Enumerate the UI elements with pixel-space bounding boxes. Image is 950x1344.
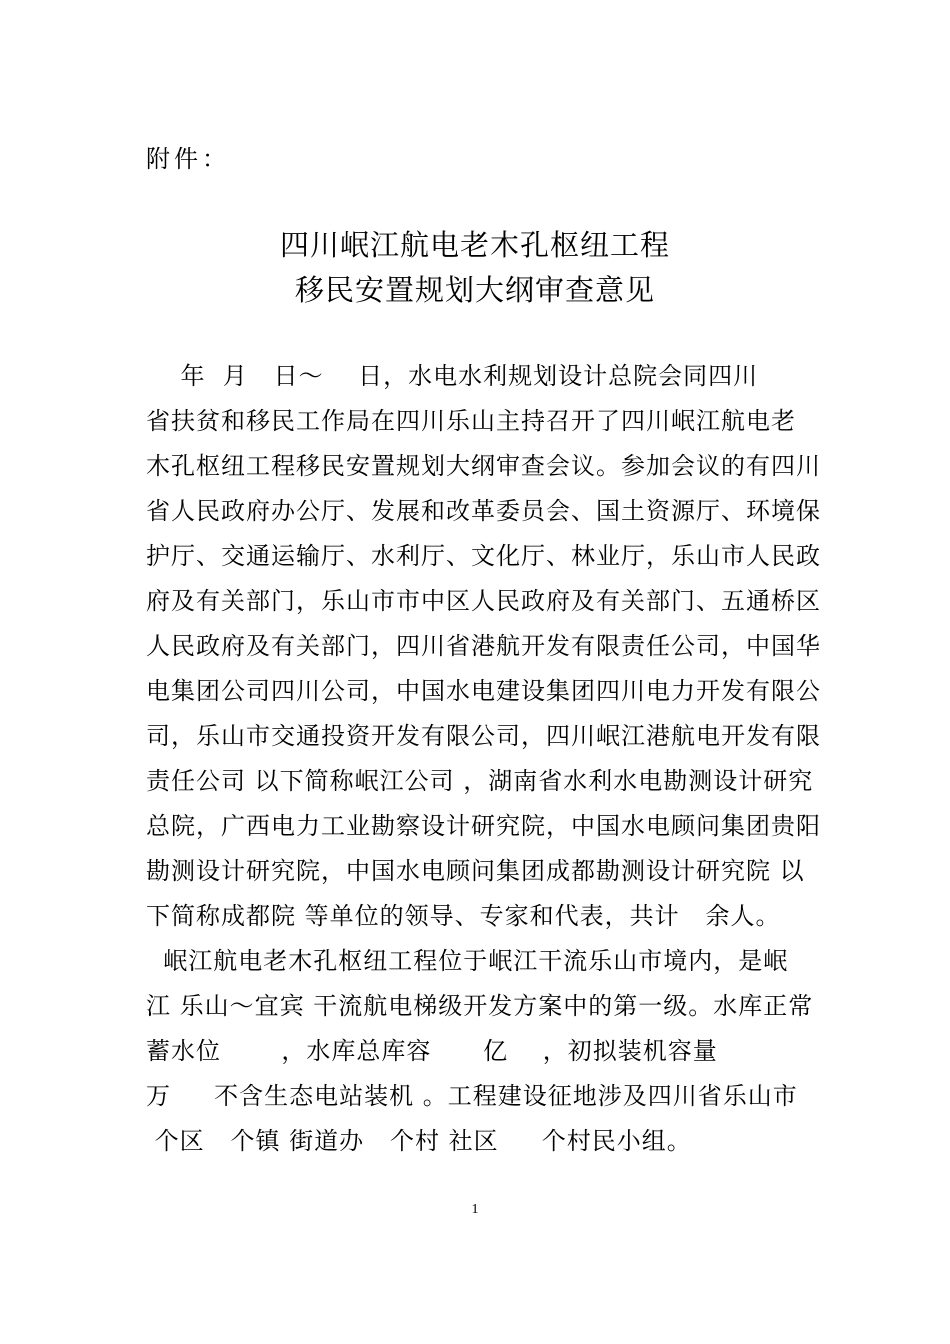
- body-line: 岷江航电老木孔枢纽工程位于岷江干流乐山市境内，是岷: [146, 947, 789, 975]
- body-line: 下简称成都院 等单位的领导、专家和代表，共计 余人。: [146, 902, 781, 930]
- body-line: 万 不含生态电站装机 。工程建设征地涉及四川省乐山市: [146, 1082, 798, 1110]
- body-line: 护厅、交通运输厅、水利厅、文化厅、林业厅，乐山市人民政: [146, 542, 821, 570]
- body-line: 司，乐山市交通投资开发有限公司，四川岷江港航电开发有限: [146, 722, 821, 750]
- body-line: 木孔枢纽工程移民安置规划大纲审查会议。参加会议的有四川: [146, 452, 821, 480]
- body-line: 人民政府及有关部门，四川省港航开发有限责任公司，中国华: [146, 632, 821, 660]
- body-line: 总院，广西电力工业勘察设计研究院，中国水电顾问集团贵阳: [146, 812, 821, 840]
- body-line: 蓄水位 ，水库总库容 亿 ，初拟装机容量: [146, 1037, 718, 1065]
- body-line: 个区 个镇 街道办 个村 社区 个村民小组。: [146, 1127, 692, 1155]
- document-title-line-2: 移民安置规划大纲审查意见: [294, 273, 655, 307]
- body-line: 勘测设计研究院，中国水电顾问集团成都勘测设计研究院 以: [146, 857, 805, 885]
- body-line: 责任公司 以下简称岷江公司 ，湖南省水利水电勘测设计研究: [146, 767, 814, 795]
- page-number: 1: [471, 1202, 479, 1217]
- document-title-line-1: 四川岷江航电老木孔枢纽工程: [279, 228, 670, 262]
- body-line: 府及有关部门，乐山市市中区人民政府及有关部门、五通桥区: [146, 587, 821, 615]
- body-line: 年 月 日～ 日，水电水利规划设计总院会同四川: [146, 362, 759, 390]
- body-line: 江 乐山～宜宾 干流航电梯级开发方案中的第一级。水库正常: [146, 992, 814, 1020]
- attachment-label: 附件：: [146, 145, 230, 173]
- body-line: 电集团公司四川公司，中国水电建设集团四川电力开发有限公: [146, 677, 821, 705]
- body-line: 省扶贫和移民工作局在四川乐山主持召开了四川岷江航电老: [146, 407, 796, 435]
- body-line: 省人民政府办公厅、发展和改革委员会、国土资源厅、环境保: [146, 497, 821, 525]
